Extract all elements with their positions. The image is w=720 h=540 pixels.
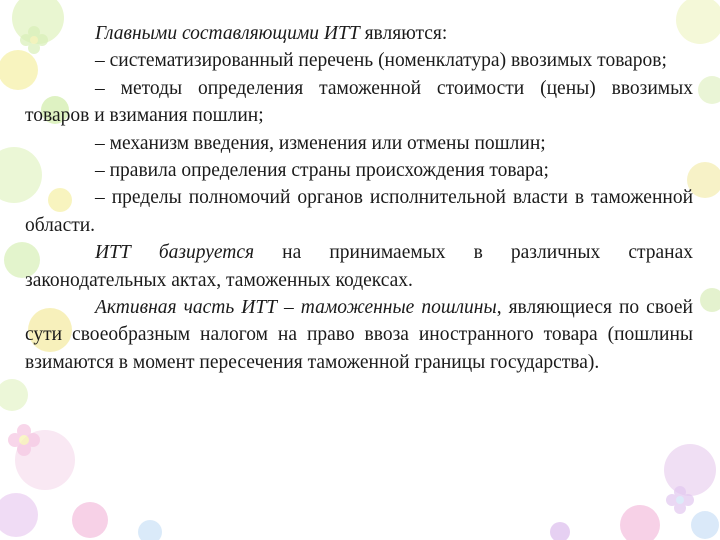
list-item-authority-limits xyxy=(25,184,693,239)
paragraph-italic: Главными составляющими ИТТ xyxy=(95,23,360,44)
decor-circle xyxy=(691,511,719,539)
decor-circle xyxy=(698,76,720,104)
list-item-nomenclature xyxy=(25,47,693,74)
decor-circle xyxy=(700,288,720,312)
paragraph-text: – методы определения таможенной стоимости (цены) ввозимых товаров и взимания пошлин; xyxy=(25,77,693,127)
paragraph-text: на принимаемых в различных странах законодательных актах, таможенных кодексах. xyxy=(25,242,693,291)
list-item-customs-value xyxy=(25,75,693,130)
decor-circle xyxy=(664,444,716,496)
decor-circle xyxy=(72,502,108,538)
list-item-origin-rules xyxy=(25,157,693,184)
paragraph-text: , являющиеся по своей сути своеобразным налогом на право ввоза иностранного товара (пошлины взимаются в момент пересечения таможенной границы государства). xyxy=(25,297,693,373)
decor-circle xyxy=(0,493,38,537)
decor-circle xyxy=(138,520,162,540)
paragraph-italic: Активная часть ИТТ – таможенные пошлины xyxy=(95,297,497,319)
paragraph-active-part xyxy=(25,294,693,376)
paragraph-text: – механизм введения, изменения или отмены пошлин; xyxy=(95,132,546,154)
list-item-duty-mechanism xyxy=(25,130,693,157)
decor-circle xyxy=(620,505,660,540)
paragraph-itt-basis xyxy=(25,239,693,294)
paragraph-italic: ИТТ базируется xyxy=(95,242,255,264)
paragraph-text: – систематизированный перечень (номенклатура) ввозимых товаров; xyxy=(95,50,667,72)
paragraph-text: являются: xyxy=(359,23,448,44)
paragraph-text: – пределы полномочий органов исполнительной власти в таможенной области. xyxy=(25,187,693,236)
text-body xyxy=(25,20,693,376)
paragraph-text: – правила определения страны происхождения товара; xyxy=(95,160,549,182)
decor-circle xyxy=(550,522,570,540)
decor-circle xyxy=(0,379,28,411)
paragraph-main-components xyxy=(25,20,693,47)
